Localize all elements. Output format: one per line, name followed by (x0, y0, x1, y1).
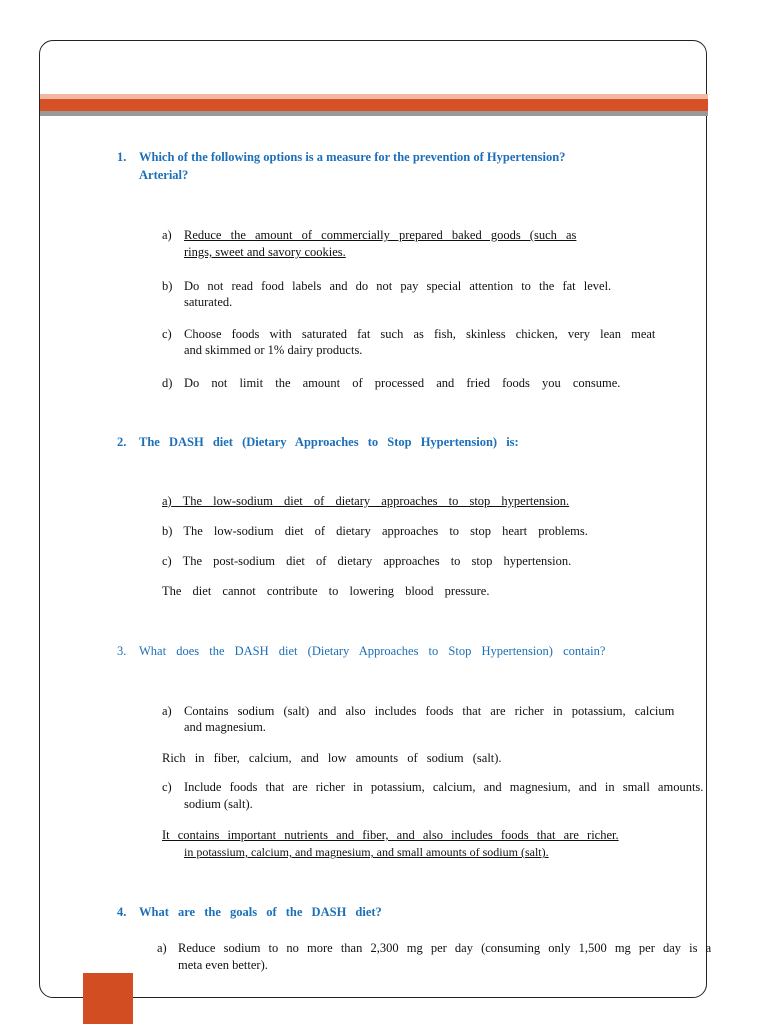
q1-option-b-line1[interactable]: Do not read food labels and do not pay special attention to the fat level. (184, 279, 612, 293)
q1-option-d-line1[interactable]: Do not limit the amount of processed and fried foods you consume. (184, 376, 621, 390)
q3-option-c-line1[interactable]: Include foods that are richer in potassium, calcium, and magnesium, and in small amounts. (184, 780, 704, 794)
q1-text-line1 (139, 149, 703, 166)
q3-option-a-line2[interactable]: and magnesium. (184, 720, 266, 734)
footer-accent-block (83, 973, 133, 1024)
q1-number: 1. (117, 150, 127, 164)
q4-option-a-letter[interactable]: a) (157, 941, 167, 955)
q2-option-b[interactable] (162, 523, 588, 540)
q2-option-a[interactable] (162, 493, 569, 510)
q2-option-c-text: The post-sodium diet of dietary approaches to stop hypertension. (182, 554, 572, 568)
q1-option-c-line1[interactable]: Choose foods with saturated fat such as fish, skinless chicken, very lean meat (184, 327, 656, 341)
q3-option-a-line1[interactable]: Contains sodium (salt) and also includes foods that are richer in potassium, calcium (184, 704, 675, 718)
q3-option-b[interactable]: Rich in fiber, calcium, and low amounts of sodium (salt). (162, 751, 502, 765)
q4-option-a-line2[interactable]: meta even better). (178, 958, 268, 972)
q1-option-b-line2[interactable]: saturated. (184, 295, 233, 309)
q1-option-d-letter[interactable]: d) (162, 376, 173, 390)
q1-text-line2: Arterial? (139, 168, 189, 182)
header-stripe-orange (40, 99, 708, 111)
header-stripe-gray (40, 111, 708, 116)
q2-number: 2. (117, 435, 127, 449)
q2-text: The DASH diet (Dietary Approaches to Stop Hypertension) is: (139, 435, 519, 449)
q1-option-c-letter[interactable]: c) (162, 327, 172, 341)
q1-option-c-line2[interactable]: and skimmed or 1% dairy products. (184, 343, 363, 357)
q2-option-b-letter: b) (162, 524, 173, 538)
q1-option-a-line2[interactable]: rings, sweet and savory cookies. (184, 245, 346, 259)
q1-option-a-letter[interactable]: a) (162, 228, 172, 242)
q3-option-c-line2[interactable]: sodium (salt). (184, 797, 253, 811)
q3-number: 3. (117, 644, 127, 658)
q1-option-b-letter[interactable]: b) (162, 279, 173, 293)
q4-option-a-line1[interactable]: Reduce sodium to no more than 2,300 mg per day (consuming only 1,500 mg per day is a (178, 941, 712, 955)
q2-option-c[interactable] (162, 553, 571, 570)
q3-text: What does the DASH diet (Dietary Approaches to Stop Hypertension) contain? (139, 644, 606, 658)
q2-option-a-text: The low-sodium diet of dietary approaches to stop hypertension. (182, 494, 570, 508)
q2-option-d[interactable]: The diet cannot contribute to lowering blood pressure. (162, 584, 490, 598)
q1-line1-text: Which of the following options is a measure for the prevention of Hypertension? (139, 150, 566, 164)
q4-number: 4. (117, 905, 127, 919)
q3-option-d-line1[interactable]: It contains important nutrients and fiber, and also includes foods that are richer. (162, 828, 619, 842)
q2-option-b-text: The low-sodium diet of dietary approaches to stop heart problems. (183, 524, 588, 538)
q3-option-c-letter[interactable]: c) (162, 780, 172, 794)
q3-option-a-letter[interactable]: a) (162, 704, 172, 718)
q2-option-a-letter: a) (162, 494, 172, 508)
q4-text: What are the goals of the DASH diet? (139, 905, 382, 919)
q1-option-a-line1[interactable]: Reduce the amount of commercially prepared baked goods (such as (184, 228, 577, 242)
q2-option-c-letter: c) (162, 554, 172, 568)
q3-option-d-line2[interactable]: in potassium, calcium, and magnesium, and small amounts of sodium (salt). (184, 845, 549, 859)
